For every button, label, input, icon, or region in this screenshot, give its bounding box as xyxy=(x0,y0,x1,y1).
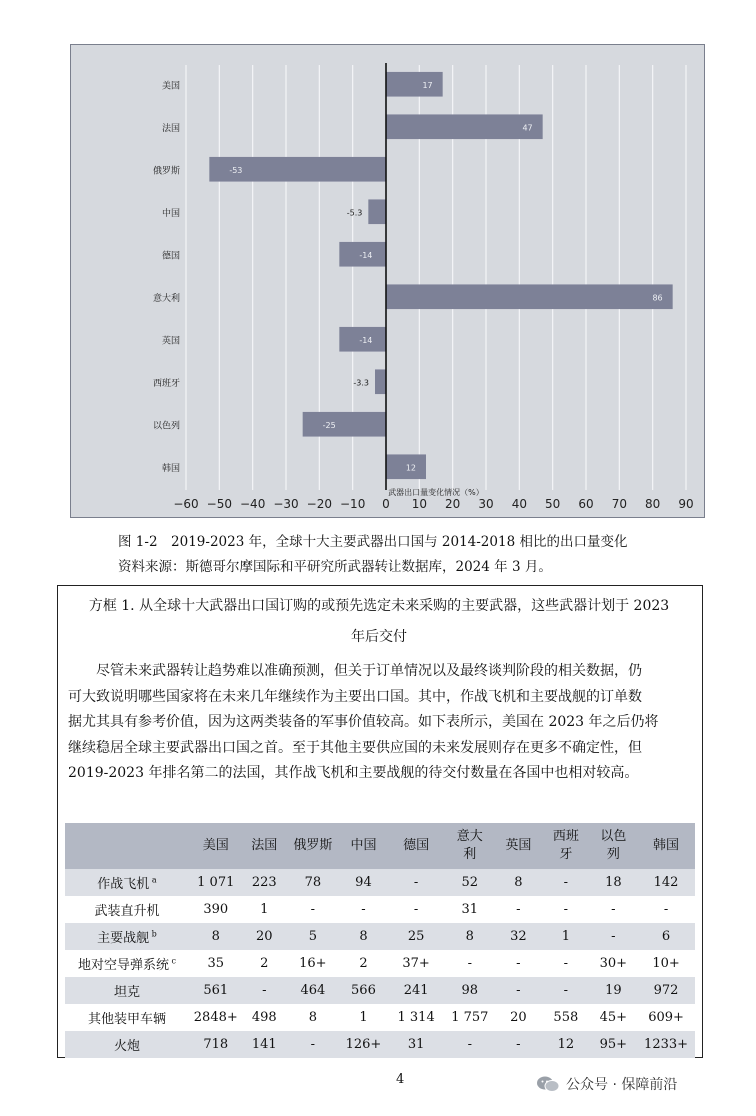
data-label: -3.3 xyxy=(353,378,369,388)
bar xyxy=(375,369,386,394)
row-label: 主要战舰 $^b$ xyxy=(97,929,157,946)
tick-label: −20 xyxy=(306,497,332,511)
table-cell: 718 xyxy=(203,1037,229,1052)
tick-label: 60 xyxy=(578,497,594,511)
tick-label: 70 xyxy=(611,497,627,511)
table-cell: 52 xyxy=(461,875,479,890)
tick-label: −10 xyxy=(340,497,366,511)
table-cell: 10+ xyxy=(652,956,680,971)
table-header-cell: 英国 xyxy=(505,838,532,853)
bar-chart xyxy=(71,45,703,516)
chart-frame xyxy=(70,44,705,518)
table-header-cell: 美国 xyxy=(202,838,229,853)
table-cell: 1 071 xyxy=(197,875,235,890)
table-row xyxy=(65,1004,695,1031)
table-cell: 390 xyxy=(203,902,229,917)
table-cell: 1 xyxy=(359,1010,368,1025)
tick-label: 10 xyxy=(411,497,427,511)
table-row xyxy=(65,923,695,950)
table-cell: 2 xyxy=(260,956,269,971)
table-cell: 31 xyxy=(407,1037,425,1052)
table-cell: - xyxy=(516,902,521,917)
wechat-icon xyxy=(536,1075,560,1093)
table-cell: 98 xyxy=(461,983,479,998)
tick-label: −50 xyxy=(206,497,232,511)
table-cell: - xyxy=(663,902,669,917)
table-cell: 2848+ xyxy=(193,1010,238,1025)
watermark xyxy=(536,1074,677,1094)
table-cell: 223 xyxy=(251,875,277,890)
table-cell: 18 xyxy=(605,875,622,890)
footnote-mark: c xyxy=(168,956,176,966)
table-cell: - xyxy=(611,929,616,944)
watermark-text: 公众号 · 保障前沿 xyxy=(566,1077,678,1093)
table-cell: 19 xyxy=(605,983,622,998)
row-label: 地对空导弹系统 $^c$ xyxy=(77,956,176,973)
table-cell: - xyxy=(310,1037,316,1052)
table-row xyxy=(65,1031,695,1058)
table-cell: - xyxy=(361,902,366,917)
category-label: 俄罗斯 xyxy=(152,166,180,177)
paragraph-line: 2019-2023 年排名第二的法国，其作战飞机和主要战舰的待交付数量在各国中也相对较高。 xyxy=(68,765,639,781)
row-label: 其他装甲车辆 xyxy=(87,1012,166,1027)
table-cell: 566 xyxy=(351,983,376,998)
table-cell: 20 xyxy=(510,1010,527,1025)
paragraph-line: 继续稳居全球主要武器出口国之首。至于其他主要供应国的未来发展则存在更多不确定性，但 xyxy=(68,739,642,756)
category-label: 意大利 xyxy=(152,293,180,304)
table-cell: 20 xyxy=(256,929,273,944)
table-cell: 141 xyxy=(251,1037,277,1052)
table-cell: 94 xyxy=(355,875,372,890)
row-label: 作战飞机 $^a$ xyxy=(97,875,157,892)
data-label: -25 xyxy=(322,420,336,430)
tick-label: −40 xyxy=(240,497,266,511)
table-header-cell: 德国 xyxy=(403,838,430,853)
table-cell: 498 xyxy=(251,1010,277,1025)
table-cell: 1 xyxy=(260,902,269,917)
figure-caption: 图 1-2 2019-2023 年，全球十大主要武器出口国与 2014-2018 相比的出口量变化 xyxy=(118,534,628,550)
bar xyxy=(386,114,543,139)
table-cell: 5 xyxy=(308,929,317,944)
table-header-cell xyxy=(65,823,189,869)
table-cell: 972 xyxy=(653,983,679,998)
table-body xyxy=(65,869,695,1058)
page-number: 4 xyxy=(396,1072,405,1087)
table-cell: 16+ xyxy=(299,956,327,971)
bar xyxy=(368,199,386,224)
paragraph-line: 尽管未来武器转让趋势难以准确预测，但关于订单情况以及最终谈判阶段的相关数据，仍 xyxy=(68,663,642,679)
table-cell: 35 xyxy=(207,956,225,971)
table-header-cell: 法国 xyxy=(251,838,278,853)
data-label: 12 xyxy=(405,463,416,473)
data-label: 17 xyxy=(422,80,433,90)
data-label: 86 xyxy=(652,293,663,303)
table-cell: 32 xyxy=(510,929,527,944)
table-cell: - xyxy=(563,902,569,917)
weapons-table xyxy=(65,823,695,1058)
figure-source: 资料来源：斯德哥尔摩国际和平研究所武器转让数据库，2024 年 3 月。 xyxy=(118,559,552,575)
table-cell: 8 xyxy=(514,875,523,890)
table-cell: - xyxy=(413,902,419,917)
category-label: 法国 xyxy=(161,123,180,134)
table-cell: 12 xyxy=(557,1037,575,1052)
box-title-line2: 年后交付 xyxy=(351,629,407,645)
table-cell: 25 xyxy=(407,929,425,944)
table-cell: 31 xyxy=(461,902,479,917)
tick-label: 50 xyxy=(545,497,561,511)
table-cell: 78 xyxy=(304,875,322,890)
table-header-row xyxy=(65,823,695,869)
category-label: 西班牙 xyxy=(152,378,180,389)
tick-label: −60 xyxy=(173,497,199,511)
table-cell: - xyxy=(563,875,569,890)
tick-label: 0 xyxy=(382,497,390,511)
category-label: 中国 xyxy=(161,208,180,219)
box-1 xyxy=(57,585,703,1058)
category-label: 以色列 xyxy=(152,421,180,432)
bar xyxy=(386,72,443,97)
table-row xyxy=(65,977,695,1004)
table-cell: 6 xyxy=(661,929,671,944)
table-cell: - xyxy=(611,902,616,917)
table-cell: 8 xyxy=(465,929,474,944)
data-label: -14 xyxy=(359,335,373,345)
table-row xyxy=(65,950,695,977)
table-cell: - xyxy=(467,1037,473,1052)
table-cell: 558 xyxy=(553,1010,579,1025)
table-cell: 1 xyxy=(561,929,570,944)
data-label: 47 xyxy=(522,123,533,133)
tick-label: 80 xyxy=(645,497,661,511)
table-cell: 45+ xyxy=(599,1010,628,1025)
table-cell: - xyxy=(563,983,569,998)
table-cell: 30+ xyxy=(599,956,628,971)
table-header-cell: 西班 牙 xyxy=(552,829,579,862)
table-cell: 8 xyxy=(308,1010,317,1025)
table-header-cell: 中国 xyxy=(350,838,377,853)
table-header-cell: 韩国 xyxy=(653,838,680,853)
bar xyxy=(303,412,386,437)
table-cell: 95+ xyxy=(599,1037,628,1052)
table-cell: 1233+ xyxy=(644,1037,689,1052)
row-label: 武装直升机 xyxy=(94,904,160,919)
tick-label: −30 xyxy=(273,497,299,511)
paragraph-line: 可大致说明哪些国家将在未来几年继续作为主要出口国。其中，作战飞机和主要战舰的订单数 xyxy=(68,688,642,705)
box-paragraph xyxy=(68,659,698,787)
table-cell: - xyxy=(467,956,473,971)
bar xyxy=(386,284,673,309)
tick-label: 20 xyxy=(445,497,461,511)
table-cell: 609+ xyxy=(648,1010,684,1025)
data-label: -14 xyxy=(359,250,373,260)
box-title-line1: 方框 1. 从全球十大武器出口国订购的或预先选定未来采购的主要武器，这些武器计划于 2023 xyxy=(88,598,670,614)
table-cell: 1 314 xyxy=(397,1010,435,1025)
table-cell: - xyxy=(516,956,521,971)
table-cell: 8 xyxy=(359,929,368,944)
table-cell: 142 xyxy=(653,875,679,890)
table-cell: 2 xyxy=(359,956,368,971)
tick-label: 30 xyxy=(478,497,494,511)
category-label: 德国 xyxy=(161,251,180,262)
category-label: 英国 xyxy=(161,336,180,347)
category-label: 美国 xyxy=(161,81,180,92)
table-cell: 1 757 xyxy=(451,1010,489,1025)
footnote-mark: b xyxy=(149,929,157,939)
row-label: 坦克 xyxy=(113,985,140,1000)
table-header-cell: 俄罗斯 xyxy=(293,838,333,853)
table-cell: 561 xyxy=(203,983,229,998)
tick-label: 90 xyxy=(678,497,694,511)
category-label: 韩国 xyxy=(161,463,180,474)
table-cell: - xyxy=(262,983,267,998)
data-label: -5.3 xyxy=(346,208,363,218)
table-cell: - xyxy=(516,983,521,998)
table-cell: - xyxy=(413,875,419,890)
paragraph-line: 据尤其具有参考价值，因为这两类装备的军事价值较高。如下表所示，美国在 2023 年之后仍将 xyxy=(68,714,659,730)
table-cell: 37+ xyxy=(402,956,430,971)
table-row xyxy=(65,869,695,896)
data-label: -53 xyxy=(229,165,243,175)
table-cell: - xyxy=(310,902,316,917)
footnote-mark: a xyxy=(149,875,157,885)
table-cell: 464 xyxy=(300,983,326,998)
table-cell: 126+ xyxy=(345,1037,382,1052)
tick-label: 40 xyxy=(511,497,527,511)
x-axis-label: 武器出口量变化情况（%） xyxy=(388,488,484,497)
row-label: 火炮 xyxy=(113,1039,140,1054)
table-row xyxy=(65,896,695,923)
table-header-cell: 意大 利 xyxy=(456,829,483,862)
table-cell: 8 xyxy=(211,929,220,944)
table-cell: - xyxy=(516,1037,521,1052)
table-cell: 241 xyxy=(403,983,429,998)
table-cell: - xyxy=(563,956,569,971)
table-header-cell: 以色 列 xyxy=(600,829,627,862)
